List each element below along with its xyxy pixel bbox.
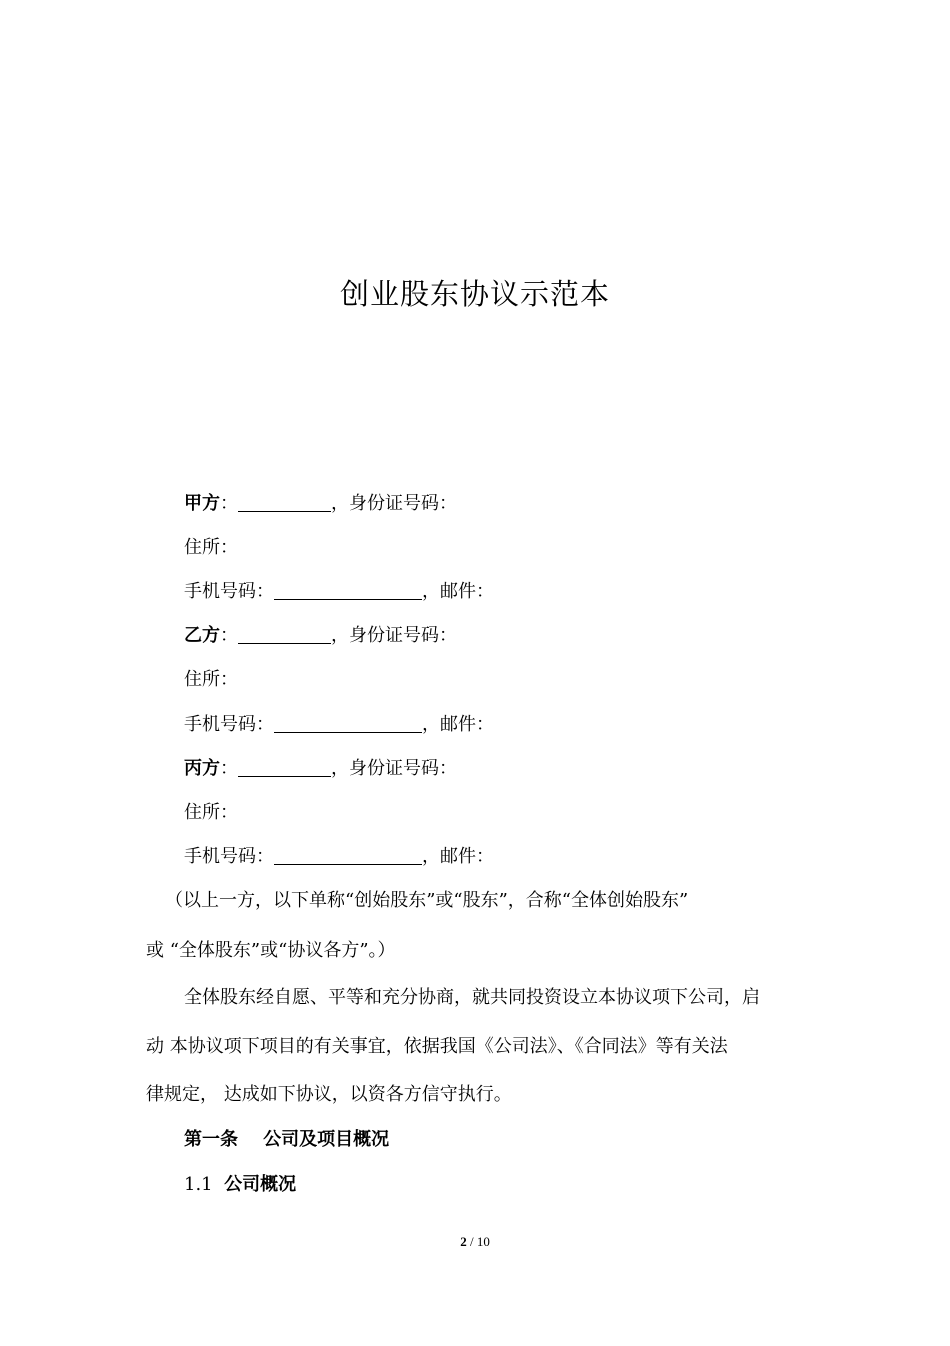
party-c-name-line — [184, 757, 457, 781]
party-c-colon: ： — [220, 758, 238, 779]
party-a-contact-line — [184, 580, 494, 604]
party-a-phone-blank — [274, 581, 422, 600]
party-a-label: 甲方 — [184, 493, 220, 514]
section-1-1-heading — [184, 1173, 296, 1197]
party-b-name-line — [184, 624, 457, 648]
document-title: 创业股东协议示范本 — [339, 277, 610, 311]
party-a-phone-label: 手机号码： — [184, 581, 274, 602]
party-c-phone-blank — [274, 846, 422, 865]
party-b-contact-line — [184, 713, 494, 737]
party-b-name-blank — [238, 625, 331, 644]
party-c-address-label: 住所： — [184, 802, 238, 823]
page-separator: / — [466, 1234, 477, 1249]
party-b-label: 乙方 — [184, 625, 220, 646]
party-b-email-label: ，邮件： — [422, 714, 494, 735]
party-c-label: 丙方 — [184, 758, 220, 779]
party-a-colon: ： — [220, 493, 238, 514]
party-c-phone-label: 手机号码： — [184, 846, 274, 867]
intro-line-2: 动 本协议项下项目的有关事宜，依据我国《公司法》、《合同法》等有关法 — [146, 1036, 728, 1057]
party-b-id-label: ，身份证号码： — [331, 625, 457, 646]
current-page: 2 — [460, 1234, 467, 1249]
party-b-address-label: 住所： — [184, 669, 238, 690]
party-b-colon: ： — [220, 625, 238, 646]
party-b-phone-label: 手机号码： — [184, 714, 274, 735]
party-b-address-line — [184, 668, 238, 692]
intro-line-1: 全体股东经自愿、平等和充分协商，就共同投资设立本协议项下公司，启 — [184, 987, 760, 1008]
intro-line-3: 律规定， 达成如下协议，以资各方信守执行。 — [146, 1084, 512, 1105]
article-1-heading: 第一条 公司及项目概况 — [184, 1129, 390, 1150]
party-c-contact-line — [184, 845, 494, 869]
note-line-2: 或 “全体股东”或“协议各方”。） — [146, 940, 396, 961]
note-line-1: （以上一方，以下单称“创始股东”或“股东”，合称“全体创始股东” — [165, 890, 689, 911]
party-c-email-label: ，邮件： — [422, 846, 494, 867]
section-1-1-number: 1.1 — [184, 1174, 213, 1195]
party-a-address-line — [184, 536, 238, 560]
page-number — [0, 1234, 950, 1250]
party-c-address-line — [184, 801, 238, 825]
party-a-name-blank — [238, 493, 331, 512]
section-1-1-title: 公司概况 — [224, 1174, 297, 1195]
party-a-email-label: ，邮件： — [422, 581, 494, 602]
party-c-name-blank — [238, 758, 331, 777]
party-a-address-label: 住所： — [184, 537, 238, 558]
party-a-name-line — [184, 492, 457, 516]
party-a-id-label: ，身份证号码： — [331, 493, 457, 514]
party-b-phone-blank — [274, 714, 422, 733]
party-c-id-label: ，身份证号码： — [331, 758, 457, 779]
total-pages: 10 — [476, 1234, 490, 1249]
